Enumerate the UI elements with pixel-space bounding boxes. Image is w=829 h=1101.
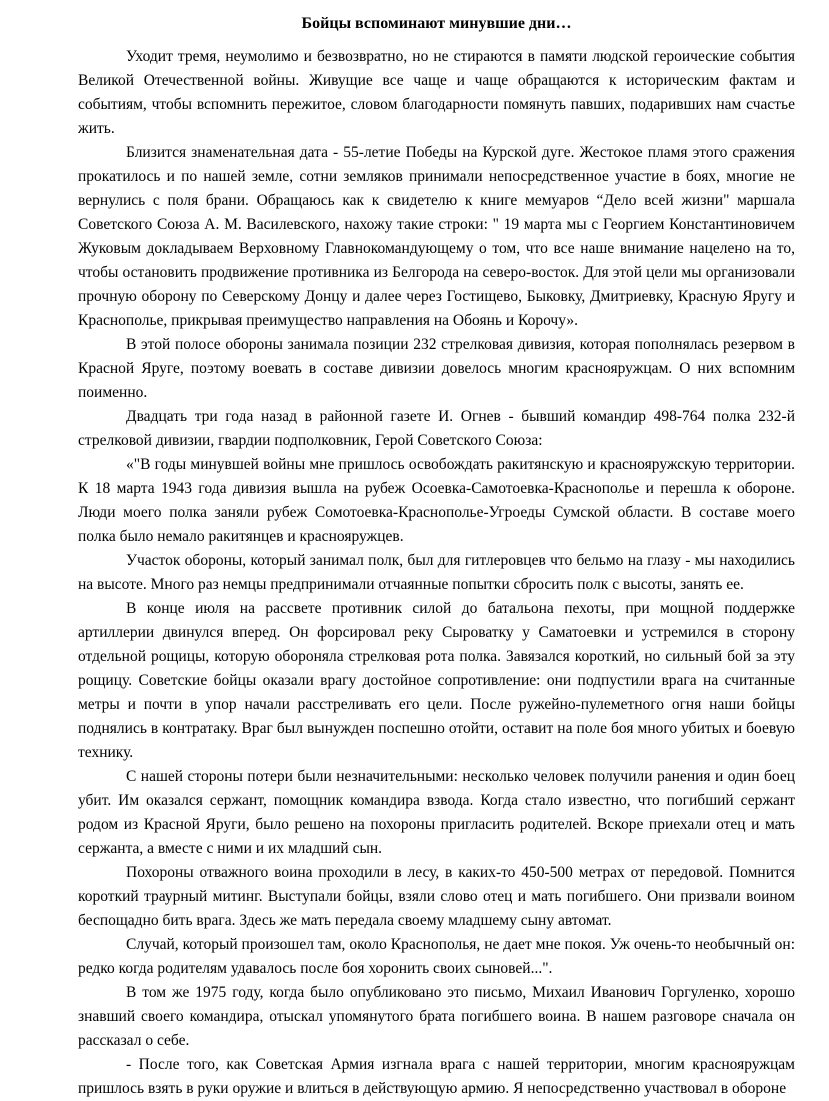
paragraph: Уходит тремя, неумолимо и безвозвратно, но не стираются в памяти людской героические события Великой Отечественной войны. Живущие все чаще и чаще обращаются к историческим фактам и событиям, чтобы вспомнить пережитое, словом благодарности помянуть павших, подаривших нам счастье жить. <box>78 48 795 137</box>
quoted-letter-paragraph: С нашей стороны потери были незначительными: несколько человек получили ранения и один боец убит. Им оказался сержант, помощник командира взвода. Когда стало известно, что погибший сержант родом из Красной Яруги, было решено на похороны пригласить родителей. Вскоре приехали отец и мать сержанта, а вместе с ними и их младший сын. <box>78 768 795 857</box>
paragraph: - После того, как Советская Армия изгнала врага с нашей территории, многим краснояружцам пришлось взять в руки оружие и влиться в действующую армию. Я непосредственно участвовал в обороне <box>78 1056 795 1097</box>
quoted-letter-paragraph: Похороны отважного воина проходили в лесу, в каких-то 450-500 метрах от передовой. Помнится короткий траурный митинг. Выступали бойцы, взяли слово отец и мать погибшего. Они призвали воином беспощадно бить врага. Здесь же мать передала своему младшему сыну автомат. <box>78 864 795 929</box>
quoted-letter-paragraph: Участок обороны, который занимал полк, был для гитлеровцев что бельмо на глазу - мы находились на высоте. Много раз немцы предпринимали отчаянные попытки сбросить полк с высоты, занять ее. <box>78 552 795 593</box>
document-title: Бойцы вспоминают минувшие дни… <box>301 15 572 32</box>
quoted-letter-paragraph: «"В годы минувшей войны мне пришлось освобождать ракитянскую и краснояружскую территории. К 18 марта 1943 года дивизия вышла на рубеж Осоевка-Самотоевка-Краснополье и перешла к обороне. Люди моего полка заняли рубеж Сомотоевка-Краснополье-Угроеды Сумской области. В составе моего полка было немало ракитянцев и краснояружцев. <box>78 456 795 545</box>
paragraph: Близится знаменательная дата - 55-летие Победы на Курской дуге. Жестокое пламя этого сражения прокатилось и по нашей земле, сотни земляков принимали непосредственное участие в боях, многие не вернулись с поля брани. Обращаюсь как к свидетелю к книге мемуаров “Дело всей жизни" маршала Советского Союза А. М. Василевского, нахожу такие строки: " 19 марта мы с Георгием Константиновичем Жуковым докладываем Верховному Главнокомандующему о том, что все наше внимание нацелено на то, чтобы остановить продвижение противника из Белгорода на северо-восток. Для этой цели мы организовали прочную оборону по Северскому Донцу и далее через Гостищево, Быковку, Дмитриевку, Красную Яругу и Краснополье, прикрывая преимущество направления на Обоянь и Корочу». <box>78 144 795 329</box>
paragraph: Двадцать три года назад в районной газете И. Огнев - бывший командир 498-764 полка 232-й стрелковой дивизии, гвардии подполковник, Герой Советского Союза: <box>78 408 795 449</box>
paragraph: В том же 1975 году, когда было опубликовано это письмо, Михаил Иванович Горгуленко, хорошо знавший своего командира, отыскал упомянутого брата погибшего воина. В нашем разговоре сначала он рассказал о себе. <box>78 984 795 1049</box>
quoted-letter-paragraph: Случай, который произошел там, около Краснополья, не дает мне покоя. Уж очень-то необычный он: редко когда родителям удавалось после боя хоронить своих сыновей...". <box>78 936 795 977</box>
paragraph: В этой полосе обороны занимала позиции 232 стрелковая дивизия, которая пополнялась резервом в Красной Яруге, поэтому воевать в составе дивизии довелось многим краснояружцам. О них вспомним поименно. <box>78 336 795 401</box>
document-page <box>78 12 795 1101</box>
quoted-letter-paragraph: В конце июля на рассвете противник силой до батальона пехоты, при мощной поддержке артиллерии двинулся вперед. Он форсировал реку Сыроватку у Саматоевки и устремился в сторону отдельной рощицы, которую обороняла стрелковая рота полка. Завязался короткий, но сильный бой за эту рощицу. Советские бойцы оказали врагу достойное сопротивление: они подпустили врага на считанные метры и почти в упор начали расстреливать его цели. После ружейно-пулеметного огня наши бойцы поднялись в контратаку. Враг был вынужден поспешно отойти, оставит на поле боя много убитых и боевую технику. <box>78 600 795 761</box>
